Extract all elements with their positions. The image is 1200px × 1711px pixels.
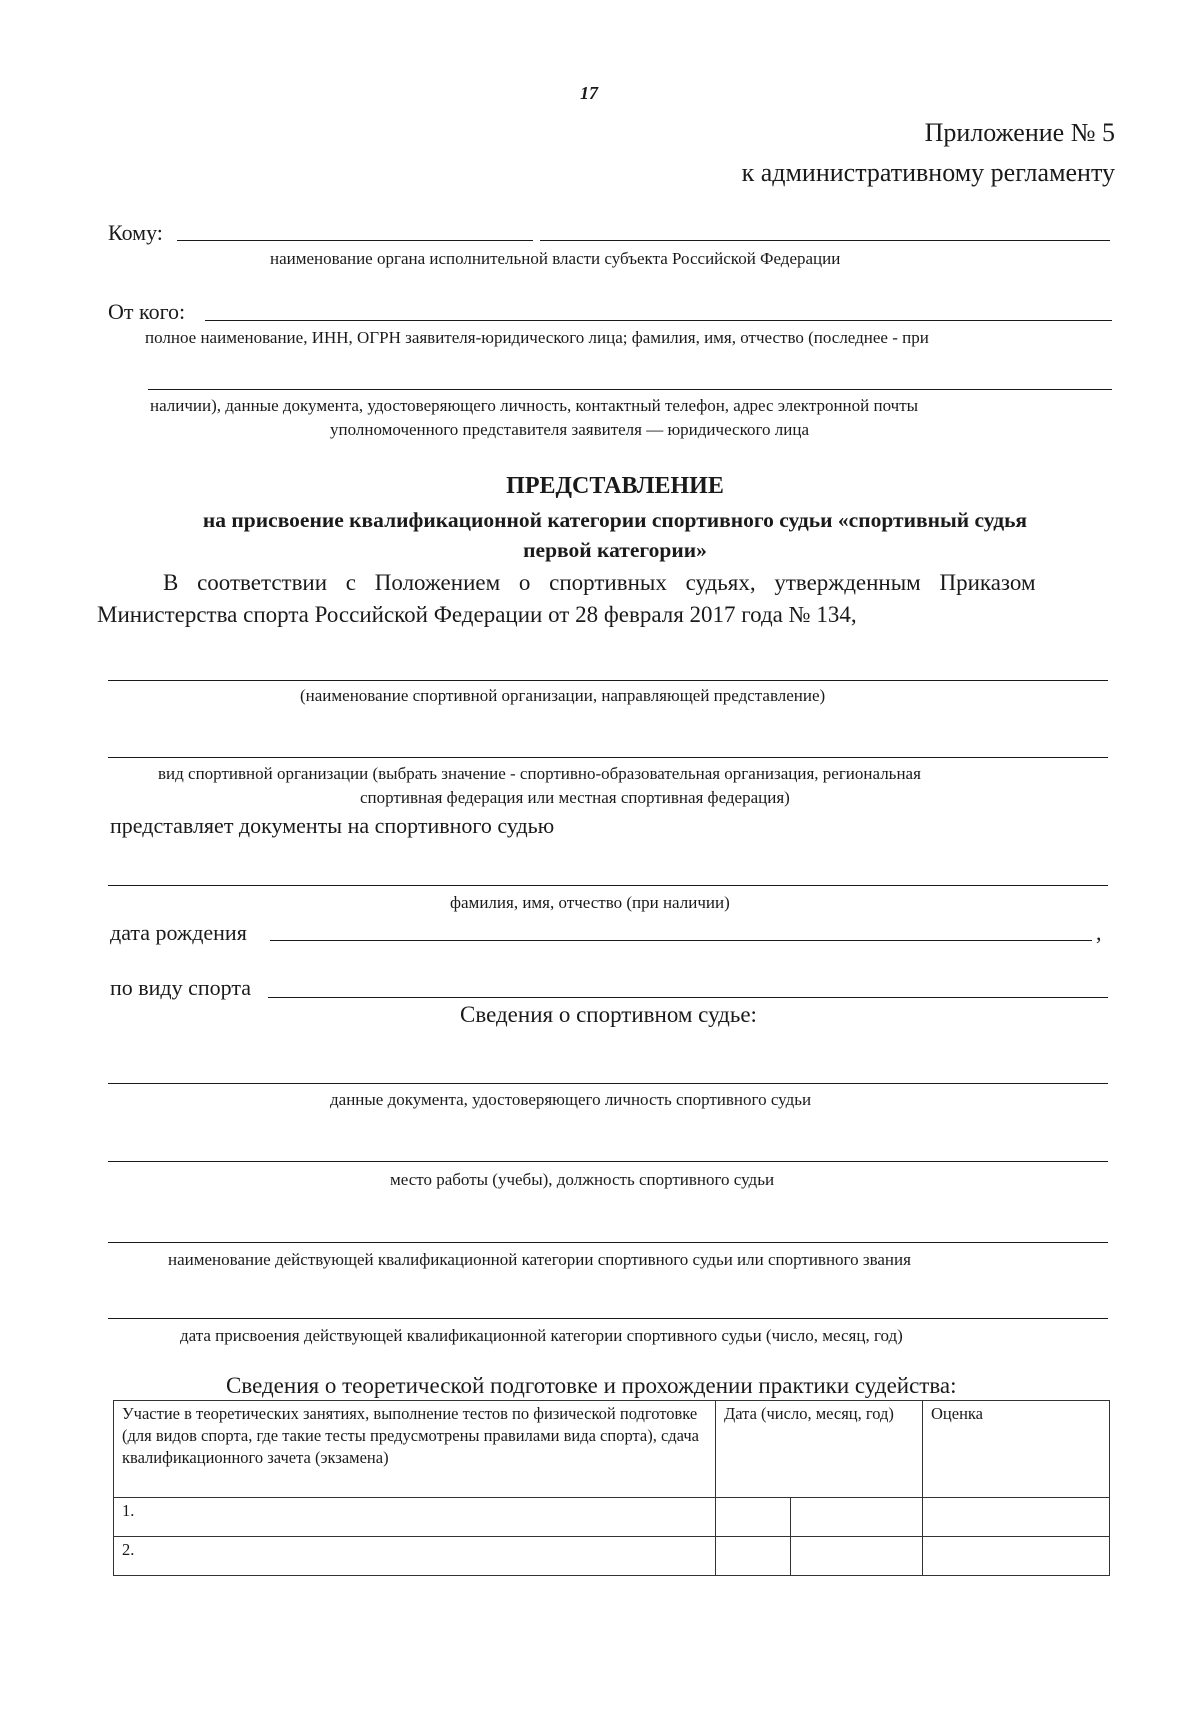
appendix-subtitle: к административному регламенту (741, 158, 1115, 187)
org-name-caption: (наименование спортивной организации, направляющей представление) (300, 686, 826, 705)
from-caption-3: уполномоченного представителя заявителя — юридического лица (330, 420, 809, 439)
intro-line-1: В соответствии с Положением о спортивных судьях, утвержденным Приказом (163, 570, 1036, 595)
sport-label: по виду спорта (110, 975, 252, 1000)
page-number: 17 (580, 83, 598, 103)
row-1-label: 1. (122, 1501, 135, 1520)
to-line-2[interactable] (540, 240, 1110, 241)
row-2-date-a[interactable] (716, 1537, 791, 1576)
fio-line[interactable] (108, 885, 1108, 886)
judge-date-line[interactable] (108, 1318, 1108, 1319)
doc-heading: ПРЕДСТАВЛЕНИЕ (506, 473, 724, 499)
table-row (114, 1498, 1110, 1537)
judge-category-caption: наименование действующей квалификационной категории спортивного судьи или спортивного звания (168, 1250, 911, 1269)
doc-subheading-2: первой категории» (523, 538, 707, 562)
header-participation (114, 1401, 716, 1498)
header-grade-text: Оценка (931, 1404, 983, 1423)
fio-caption: фамилия, имя, отчество (при наличии) (450, 893, 730, 912)
row-2-label: 2. (122, 1540, 135, 1559)
to-label: Кому: (108, 220, 163, 245)
org-type-caption-2: спортивная федерация или местная спортивная федерация) (360, 788, 790, 807)
row-2-date-b[interactable] (791, 1537, 923, 1576)
from-line-2[interactable] (148, 389, 1112, 390)
judge-info-heading: Сведения о спортивном судье: (460, 1002, 757, 1027)
birth-line[interactable] (270, 940, 1092, 941)
header-grade (923, 1401, 1110, 1498)
judge-doc-line[interactable] (108, 1083, 1108, 1084)
judge-work-line[interactable] (108, 1161, 1108, 1162)
doc-subheading-1: на присвоение квалификационной категории спортивного судьи «спортивный судья (202, 508, 1028, 532)
birth-label: дата рождения (110, 920, 247, 945)
row-1-number (114, 1498, 716, 1537)
judge-doc-caption: данные документа, удостоверяющего личность спортивного судьи (330, 1090, 812, 1109)
org-name-line[interactable] (108, 680, 1108, 681)
appendix-title: Приложение № 5 (924, 118, 1115, 147)
from-caption-1: полное наименование, ИНН, ОГРН заявителя-юридического лица; фамилия, имя, отчество (последнее - при (145, 328, 929, 347)
to-line-1[interactable] (177, 240, 533, 241)
row-2-grade[interactable] (923, 1537, 1110, 1576)
practice-heading: Сведения о теоретической подготовке и прохождении практики судейства: (226, 1373, 957, 1398)
to-caption: наименование органа исполнительной власти субъекта Российской Федерации (270, 249, 841, 268)
from-line-1[interactable] (205, 320, 1112, 321)
header-participation-text: Участие в теоретических занятиях, выполнение тестов по физической подготовке (для видов спорта, где такие тесты предусмотрены правилами вида спорта), сдача квалификационного зачета (экзамена) (122, 1404, 699, 1467)
sport-line[interactable] (268, 997, 1108, 998)
row-2-number (114, 1537, 716, 1576)
header-date (716, 1401, 923, 1498)
table-row (114, 1537, 1110, 1576)
practice-table (113, 1400, 1110, 1576)
from-label: От кого: (108, 299, 186, 324)
table-header-row (114, 1401, 1110, 1498)
from-caption-2: наличии), данные документа, удостоверяющего личность, контактный телефон, адрес электронной почты (150, 396, 919, 415)
presents-text: представляет документы на спортивного судью (110, 813, 555, 838)
judge-work-caption: место работы (учебы), должность спортивного судьи (390, 1170, 775, 1189)
row-1-date-b[interactable] (791, 1498, 923, 1537)
header-date-text: Дата (число, месяц, год) (724, 1404, 894, 1423)
org-type-caption-1: вид спортивной организации (выбрать значение - спортивно-образовательная организация, региональная (158, 764, 921, 783)
intro-line-2: Министерства спорта Российской Федерации от 28 февраля 2017 года № 134, (97, 602, 857, 627)
birth-comma: , (1096, 920, 1102, 945)
judge-date-caption: дата присвоения действующей квалификационной категории спортивного судьи (число, месяц, год) (180, 1326, 903, 1345)
org-type-line[interactable] (108, 757, 1108, 758)
row-1-date-a[interactable] (716, 1498, 791, 1537)
row-1-grade[interactable] (923, 1498, 1110, 1537)
judge-category-line[interactable] (108, 1242, 1108, 1243)
